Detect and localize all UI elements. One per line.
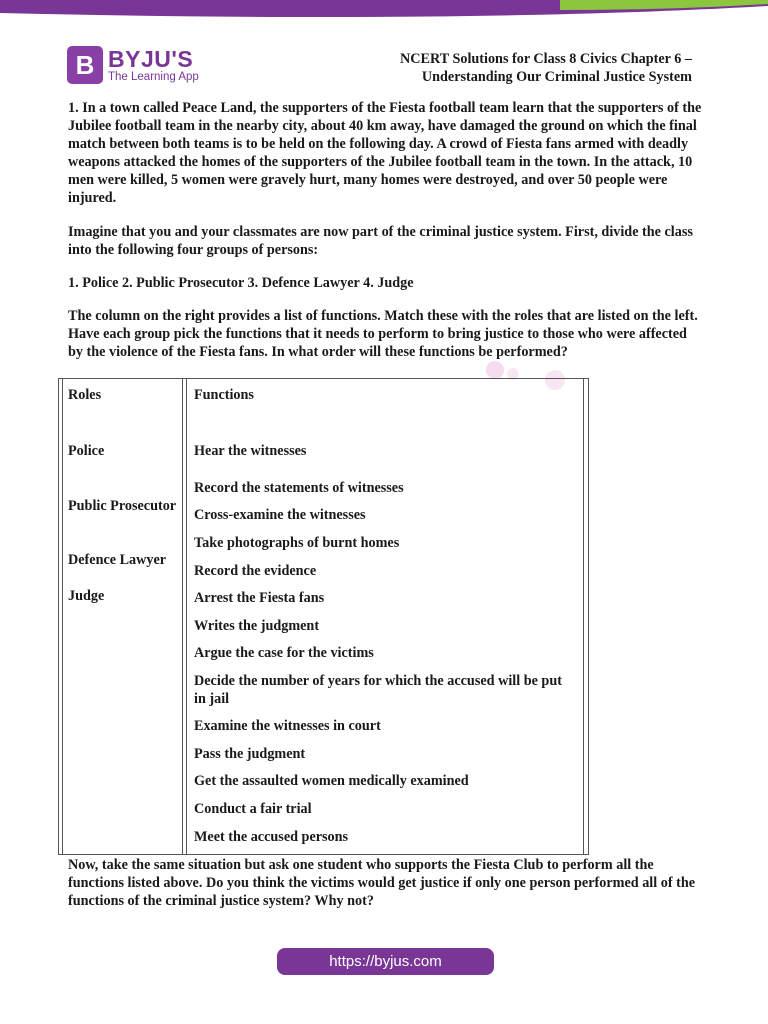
roles-functions-table — [58, 378, 589, 855]
website-link-button[interactable] — [277, 948, 494, 975]
function-item: Record the evidence — [194, 563, 317, 579]
function-item: Argue the case for the victims — [194, 645, 374, 661]
logo-letter: B — [75, 50, 95, 80]
function-item: Arrest the Fiesta fans — [194, 590, 325, 606]
logo-name: BYJU'S — [108, 45, 194, 72]
function-item: Meet the accused persons — [194, 829, 349, 845]
question-paragraph-3: 1. Police 2. Public Prosecutor 3. Defence Lawyer 4. Judge — [68, 275, 414, 291]
logo-badge — [67, 46, 103, 84]
role-item: Public Prosecutor — [68, 498, 177, 514]
website-url: https://byjus.com — [329, 953, 442, 970]
table-divider — [62, 378, 63, 855]
function-item: Take photographs of burnt homes — [194, 535, 400, 551]
question-paragraph-4: The column on the right provides a list of functions. Match these with the roles that are listed on the left. Have each group pick the functions that it needs to perform to bring justice to those who were affected by the violence of the Fiesta fans. In what order will these functions be performed? — [68, 308, 698, 360]
function-item: Decide the number of years for which the accused will be put in jail — [194, 673, 562, 707]
byjus-logo — [67, 44, 199, 86]
question-paragraph-5: Now, take the same situation but ask one student who supports the Fiesta Club to perform all the functions listed above. Do you think the victims would get justice if only one person performed all of the functions of the criminal justice system? Why not? — [68, 857, 696, 909]
question-paragraph-1: 1. In a town called Peace Land, the supporters of the Fiesta football team learn that the supporters of the Jubilee football team in the nearby city, about 40 km away, have damaged the ground on which the final match between both teams is to be held on the following day. A crowd of Fiesta fans armed with deadly weapons attacked the homes of the supporters of the Jubilee football team in the town. In the attack, 10 men were killed, 5 women were gravely hurt, many homes were destroyed, and over 50 people were injured. — [68, 100, 702, 206]
table-divider — [583, 378, 584, 855]
role-item: Judge — [68, 588, 105, 604]
function-item: Writes the judgment — [194, 618, 320, 634]
page-title — [400, 50, 692, 86]
roles-header: Roles — [68, 387, 102, 403]
table-divider — [182, 378, 183, 855]
title-line-1: NCERT Solutions for Class 8 Civics Chapter 6 – — [400, 51, 692, 67]
function-item: Cross-examine the witnesses — [194, 507, 366, 523]
function-item: Pass the judgment — [194, 746, 306, 762]
role-item: Police — [68, 443, 105, 459]
function-item: Conduct a fair trial — [194, 801, 312, 817]
function-item: Record the statements of witnesses — [194, 480, 404, 496]
function-item: Get the assaulted women medically examined — [194, 773, 469, 789]
question-paragraph-2: Imagine that you and your classmates are now part of the criminal justice system. First, divide the class into the following four groups of persons: — [68, 224, 693, 258]
logo-tagline: The Learning App — [108, 70, 199, 83]
function-item: Examine the witnesses in court — [194, 718, 381, 734]
table-divider — [186, 378, 187, 855]
function-item: Hear the witnesses — [194, 443, 307, 459]
functions-header: Functions — [194, 387, 254, 403]
top-decorative-bar — [0, 0, 768, 20]
title-line-2: Understanding Our Criminal Justice System — [421, 69, 692, 85]
role-item: Defence Lawyer — [68, 552, 167, 568]
